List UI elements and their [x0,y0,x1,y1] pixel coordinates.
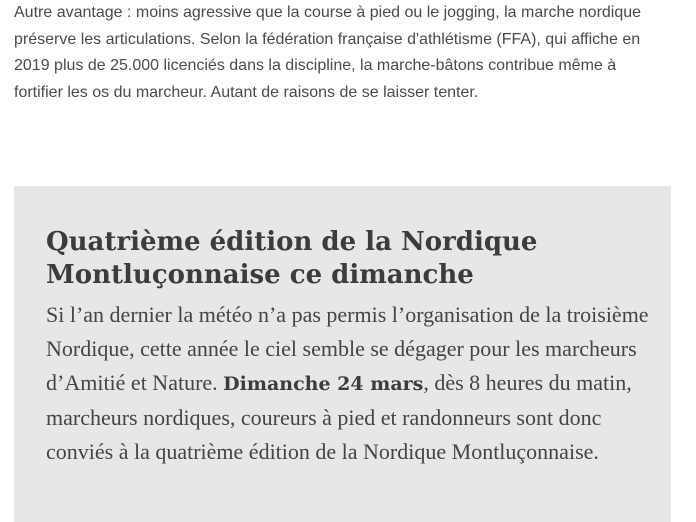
callout-title: Quatrième édition de la Nordique Montluçonnaise ce dimanche [46,227,538,290]
callout-body [46,298,656,469]
event-date: Dimanche 24 mars [223,373,424,395]
callout-body-intro: Si l’an dernier la météo n’a pas permis l’organisation de la troisième Nordique, cette année le ciel semble se dégager pour les marcheurs d’Amitié et Nature. [46,302,649,395]
intro-paragraph: Autre avantage : moins agressive que la course à pied ou le jogging, la marche nordique préserve les articulations. Selon la fédération française d'athlétisme (FFA), qui affiche en 2019 plus de 25.000 licenciés dans la discipline, la marche-bâtons contribue même à fortifier les os du marcheur. Autant de raisons de se laisser tenter. [14,4,642,101]
event-callout-box [14,186,671,522]
callout-body-details: , dès 8 heures du matin, marcheurs nordiques, coureurs à pied et randonneurs sont donc conviés à la quatrième édition de la Nordique Montluçonnaise. [46,370,632,464]
intro-section [14,0,654,106]
